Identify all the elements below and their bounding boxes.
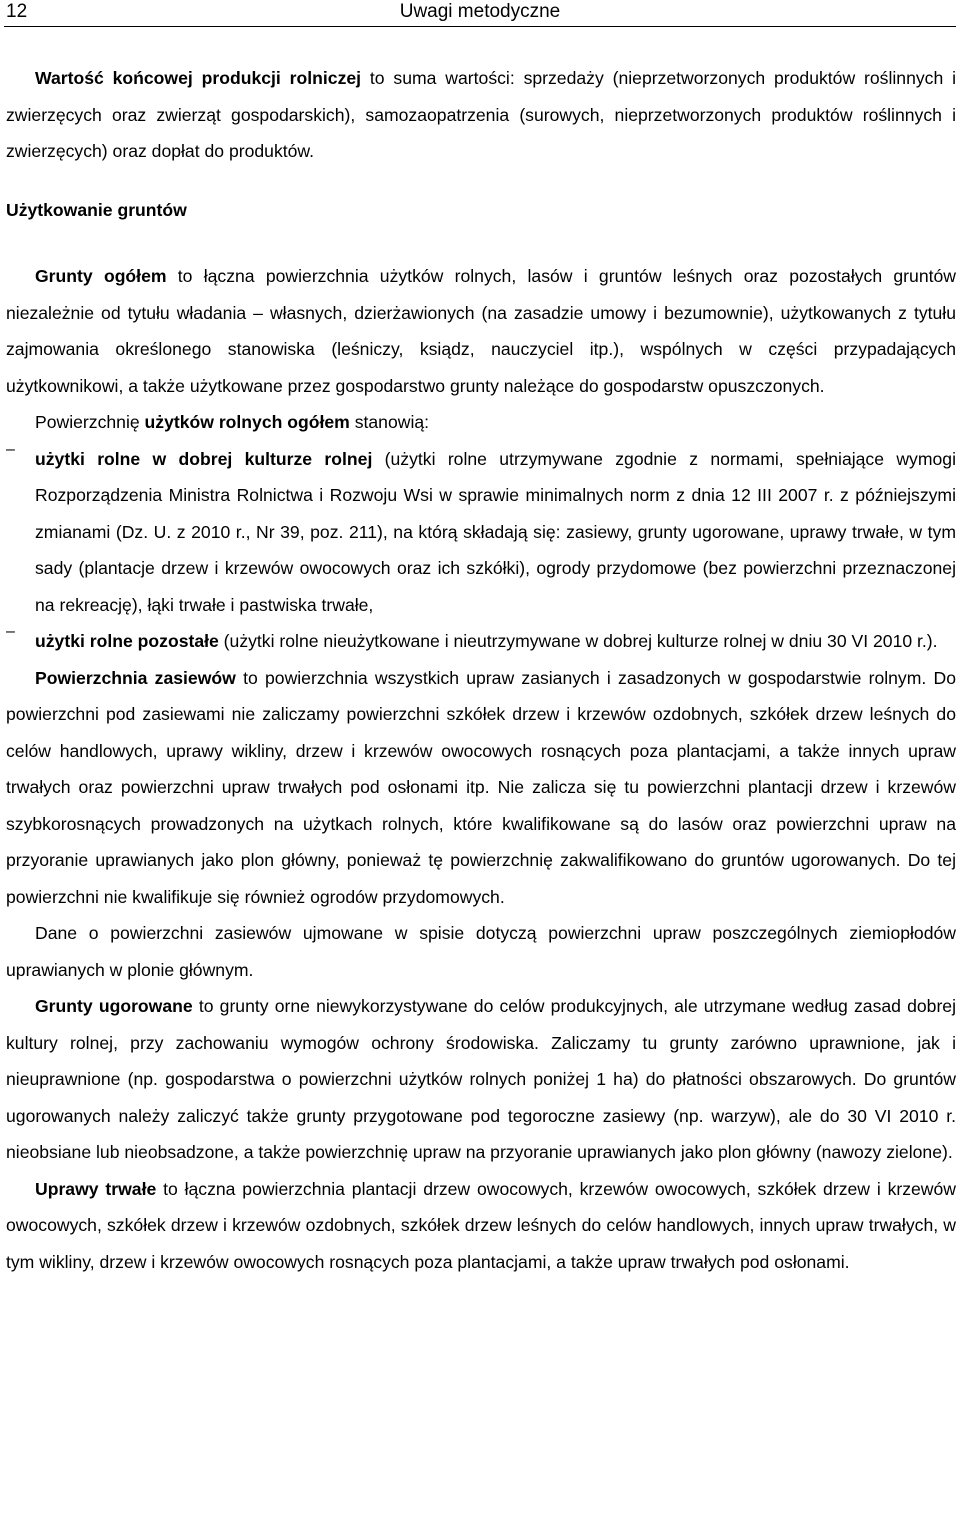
paragraph-final-production-value — [6, 60, 956, 170]
list-item — [6, 441, 956, 624]
running-title: Uwagi metodyczne — [399, 1, 561, 22]
term-fallow-land: Grunty ugorowane — [35, 996, 193, 1016]
paragraph-agricultural-land-intro — [6, 404, 956, 441]
spacer — [6, 228, 956, 258]
paragraph-text: to łączna powierzchnia użytków rolnych, lasów i gruntów leśnych oraz pozostałych gruntów niezależnie od tytułu władania – własnych, dzierżawionych (na zasadzie umowy i bezumownie), użytkowanych z tytułu zajmowania określonego stanowiska (leśniczy, ksiądz, nauczyciel itp.), wspólnych w części przypadających użytkownikowi, a także użytkowane przez gospodarstwo grunty należące do gospodarstw opuszczonych. — [6, 266, 956, 396]
list-dash: – — [6, 440, 15, 458]
section-heading-land-use: Użytkowanie gruntów — [6, 199, 187, 220]
term-final-production-value: Wartość końcowej produkcji rolniczej — [35, 68, 362, 88]
paragraph-total-land — [6, 258, 956, 404]
list-item — [6, 623, 956, 660]
document-body — [6, 60, 956, 1280]
term-other-agricultural-land: użytki rolne pozostałe — [35, 631, 219, 651]
paragraph-text: (użytki rolne utrzymywane zgodnie z normami, spełniające wymogi Rozporządzenia Ministra Rolnictwa i Rozwoju Wsi w sprawie minimalnych norm z dnia 12 III 2007 r. z późniejszymi zmianami (Dz. U. z 2010 r., Nr 39, poz. 211), na którą składają się: zasiewy, grunty ugorowane, uprawy trwałe, w tym sady (plantacje drzew i krzewów owocowych oraz ich szkółki), ogrody przydomowe (bez powierzchni przeznaczonej na rekreację), łąki trwałe i pastwiska trwałe, — [35, 448, 956, 615]
paragraph-text: to łączna powierzchnia plantacji drzew owocowych, krzewów owocowych, szkółek drzew i krzewów owocowych, szkółek drzew i krzewów ozdobnych, szkółek drzew leśnych do celów handlowych, innych upraw trwałych, w tym wikliny, drzew i krzewów owocowych rosnących poza plantacjami, a także upraw trwałych pod osłonami. — [6, 1178, 956, 1272]
page-header — [4, 0, 956, 27]
paragraph-text: Powierzchnię — [35, 412, 145, 432]
paragraph-permanent-crops — [6, 1171, 956, 1281]
paragraph-text: stanowią: — [349, 412, 430, 432]
spacer — [6, 170, 956, 192]
term-permanent-crops: Uprawy trwałe — [35, 1178, 157, 1199]
list-item-text — [35, 623, 956, 660]
paragraph-fallow-land — [6, 988, 956, 1171]
term-good-agricultural-condition: użytki rolne w dobrej kulturze rolnej — [35, 448, 373, 469]
paragraph-sown-area-data: Dane o powierzchni zasiewów ujmowane w spisie dotyczą powierzchni upraw poszczególnych ziemiopłodów uprawianych w plonie głównym. — [6, 923, 956, 980]
paragraph-text: to powierzchnia wszystkich upraw zasianych i zasadzonych w gospodarstwie rolnym. Do powierzchni pod zasiewami nie zaliczamy powierzchni szkółek drzew i krzewów ozdobnych, szkółek drzew leśnych do celów handlowych, uprawy wikliny, drzew i krzewów owocowych rosnących poza plantacjami, a także innych upraw trwałych oraz powierzchni upraw trwałych pod osłonami itp. Nie zalicza się tu powierzchni plantacji drzew i krzewów szybkorosnących prowadzonych na użytkach rolnych, które kwalifikowane są do lasów oraz powierzchni upraw na przyoranie uprawianych jako plon główny, ponieważ tę powierzchnię zakwalifikowano do gruntów ugorowanych. Do tej powierzchni nie kwalifikuje się również ogrodów przydomowych. — [6, 667, 956, 907]
paragraph-sown-area — [6, 660, 956, 916]
list-item-text — [35, 441, 956, 624]
term-total-land: Grunty ogółem — [35, 266, 167, 286]
paragraph-text: (użytki rolne nieużytkowane i nieutrzymywane w dobrej kulturze rolnej w dniu 30 VI 2010 r.). — [218, 631, 938, 651]
term-sown-area: Powierzchnia zasiewów — [35, 667, 236, 688]
paragraph-text: to grunty orne niewykorzystywane do celów produkcyjnych, ale utrzymane według zasad dobrej kultury rolnej, przy zachowaniu wymogów ochrony środowiska. Zaliczamy tu grunty zarówno uprawnione, jak i nieuprawnione (np. gospodarstwa o powierzchni użytków rolnych poniżej 1 ha) do płatności obszarowych. Do gruntów ugorowanych należy zaliczyć także grunty przygotowane pod tegoroczne zasiewy (np. warzyw), ale do 30 VI 2010 r. nieobsiane lub nieobsadzone, a także powierzchnię upraw na przyoranie uprawianych jako plon główny (nawozy zielone). — [6, 996, 956, 1162]
paragraph-text: to suma wartości: sprzedaży (nieprzetworzonych produktów roślinnych i zwierzęcych oraz zwierząt gospodarskich), samozaopatrzenia (surowych, nieprzetworzonych produktów roślinnych i zwierzęcych) oraz dopłat do produktów. — [6, 68, 956, 161]
term-agricultural-land-total: użytków rolnych ogółem — [144, 412, 350, 432]
list-dash: – — [6, 623, 15, 640]
page-number: 12 — [6, 1, 28, 22]
